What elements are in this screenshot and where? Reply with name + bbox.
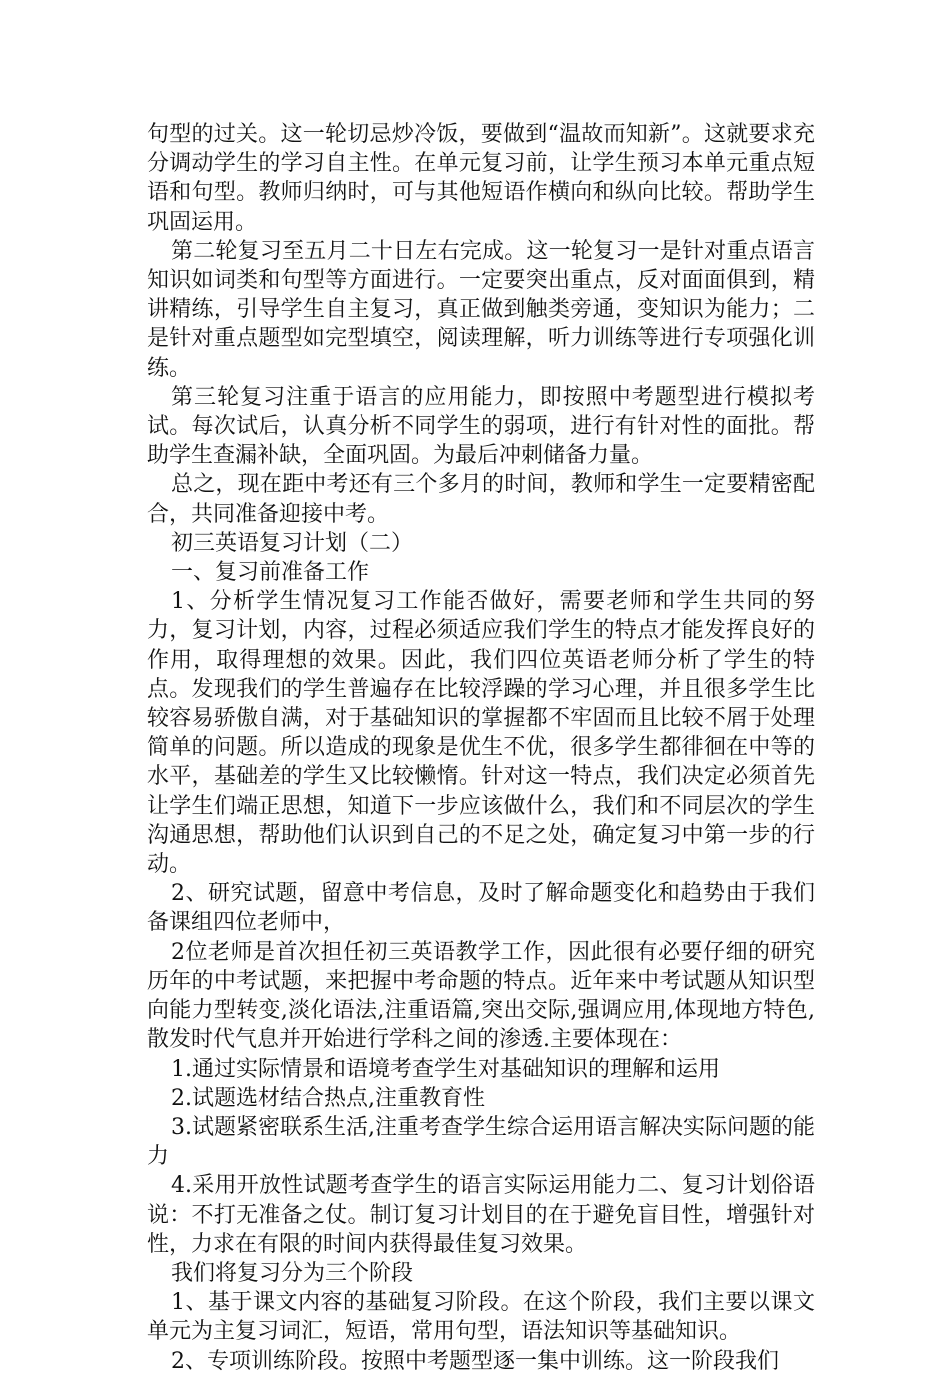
list-item: 3.试题紧密联系生活,注重考查学生综合运用语言解决实际问题的能力 — [147, 1114, 815, 1170]
section-title: 初三英语复习计划（二） — [171, 530, 414, 556]
list-item: 2.试题选材结合热点,注重教育性 — [171, 1085, 485, 1111]
paragraph: 2、研究试题，留意中考信息，及时了解命题变化和趋势由于我们备课组四位老师中， — [147, 881, 815, 936]
paragraph: 1、分析学生情况复习工作能否做好，需要老师和学生共同的努力，复习计划，内容，过程必须适应我们学生的特点才能发挥良好的作用，取得理想的效果。因此，我们四位英语老师分析了学生的特点。发现我们的学生普遍存在比较浮躁的学习心理，并且很多学生比较容易骄傲自满，对于基础知识的掌握都不牢固而且比较不屑于处理简单的问题。所以造成的现象是优生不优，很多学生都徘徊在中等的水平，基础差的学生又比较懒惰。针对这一特点，我们决定必须首先让学生们端正思想，知道下一步应该做什么，我们和不同层次的学生沟通思想，帮助他们认识到自己的不足之处，确定复习中第一步的行动。 — [147, 589, 815, 878]
list-item: 1.通过实际情景和语境考查学生对基础知识的理解和运用 — [171, 1056, 720, 1082]
paragraph: 2位老师是首次担任初三英语教学工作，因此很有必要仔细的研究历年的中考试题，来把握中考命题的特点。近年来中考试题从知识型向能力型转变,淡化语法,注重语篇,突出交际,强调应用,体现地方特色,散发时代气息并开始进行学科之间的渗透.主要体现在： — [147, 939, 815, 1053]
section-heading: 一、复习前准备工作 — [171, 560, 370, 586]
paragraph: 总之，现在距中考还有三个多月的时间，教师和学生一定要精密配合，共同准备迎接中考。 — [147, 472, 815, 527]
paragraph: 2、专项训练阶段。按照中考题型逐一集中训练。这一阶段我们 — [171, 1348, 779, 1374]
paragraph: 第二轮复习至五月二十日左右完成。这一轮复习一是针对重点语言知识如词类和句型等方面进行。一定要突出重点，反对面面俱到，精讲精练，引导学生自主复习，真正做到触类旁通，变知识为能力；二是针对重点题型如完型填空，阅读理解，听力训练等进行专项强化训练。 — [147, 238, 815, 381]
paragraph: 我们将复习分为三个阶段 — [171, 1260, 414, 1286]
document-body — [147, 120, 815, 1376]
list-item: 4.采用开放性试题考查学生的语言实际运用能力二、复习计划俗语说：不打无准备之仗。制订复习计划目的在于避免盲目性，增强针对性，力求在有限的时间内获得最佳复习效果。 — [147, 1173, 815, 1257]
paragraph: 句型的过关。这一轮切忌炒冷饭，要做到“温故而知新”。这就要求充分调动学生的学习自主性。在单元复习前，让学生预习本单元重点短语和句型。教师归纳时，可与其他短语作横向和纵向比较。帮助学生巩固运用。 — [147, 122, 815, 235]
paragraph: 第三轮复习注重于语言的应用能力，即按照中考题型进行模拟考试。每次试后，认真分析不同学生的弱项，进行有针对性的面批。帮助学生查漏补缺，全面巩固。为最后冲刺储备力量。 — [147, 384, 815, 469]
paragraph: 1、基于课文内容的基础复习阶段。在这个阶段，我们主要以课文单元为主复习词汇，短语，常用句型，语法知识等基础知识。 — [147, 1290, 815, 1345]
